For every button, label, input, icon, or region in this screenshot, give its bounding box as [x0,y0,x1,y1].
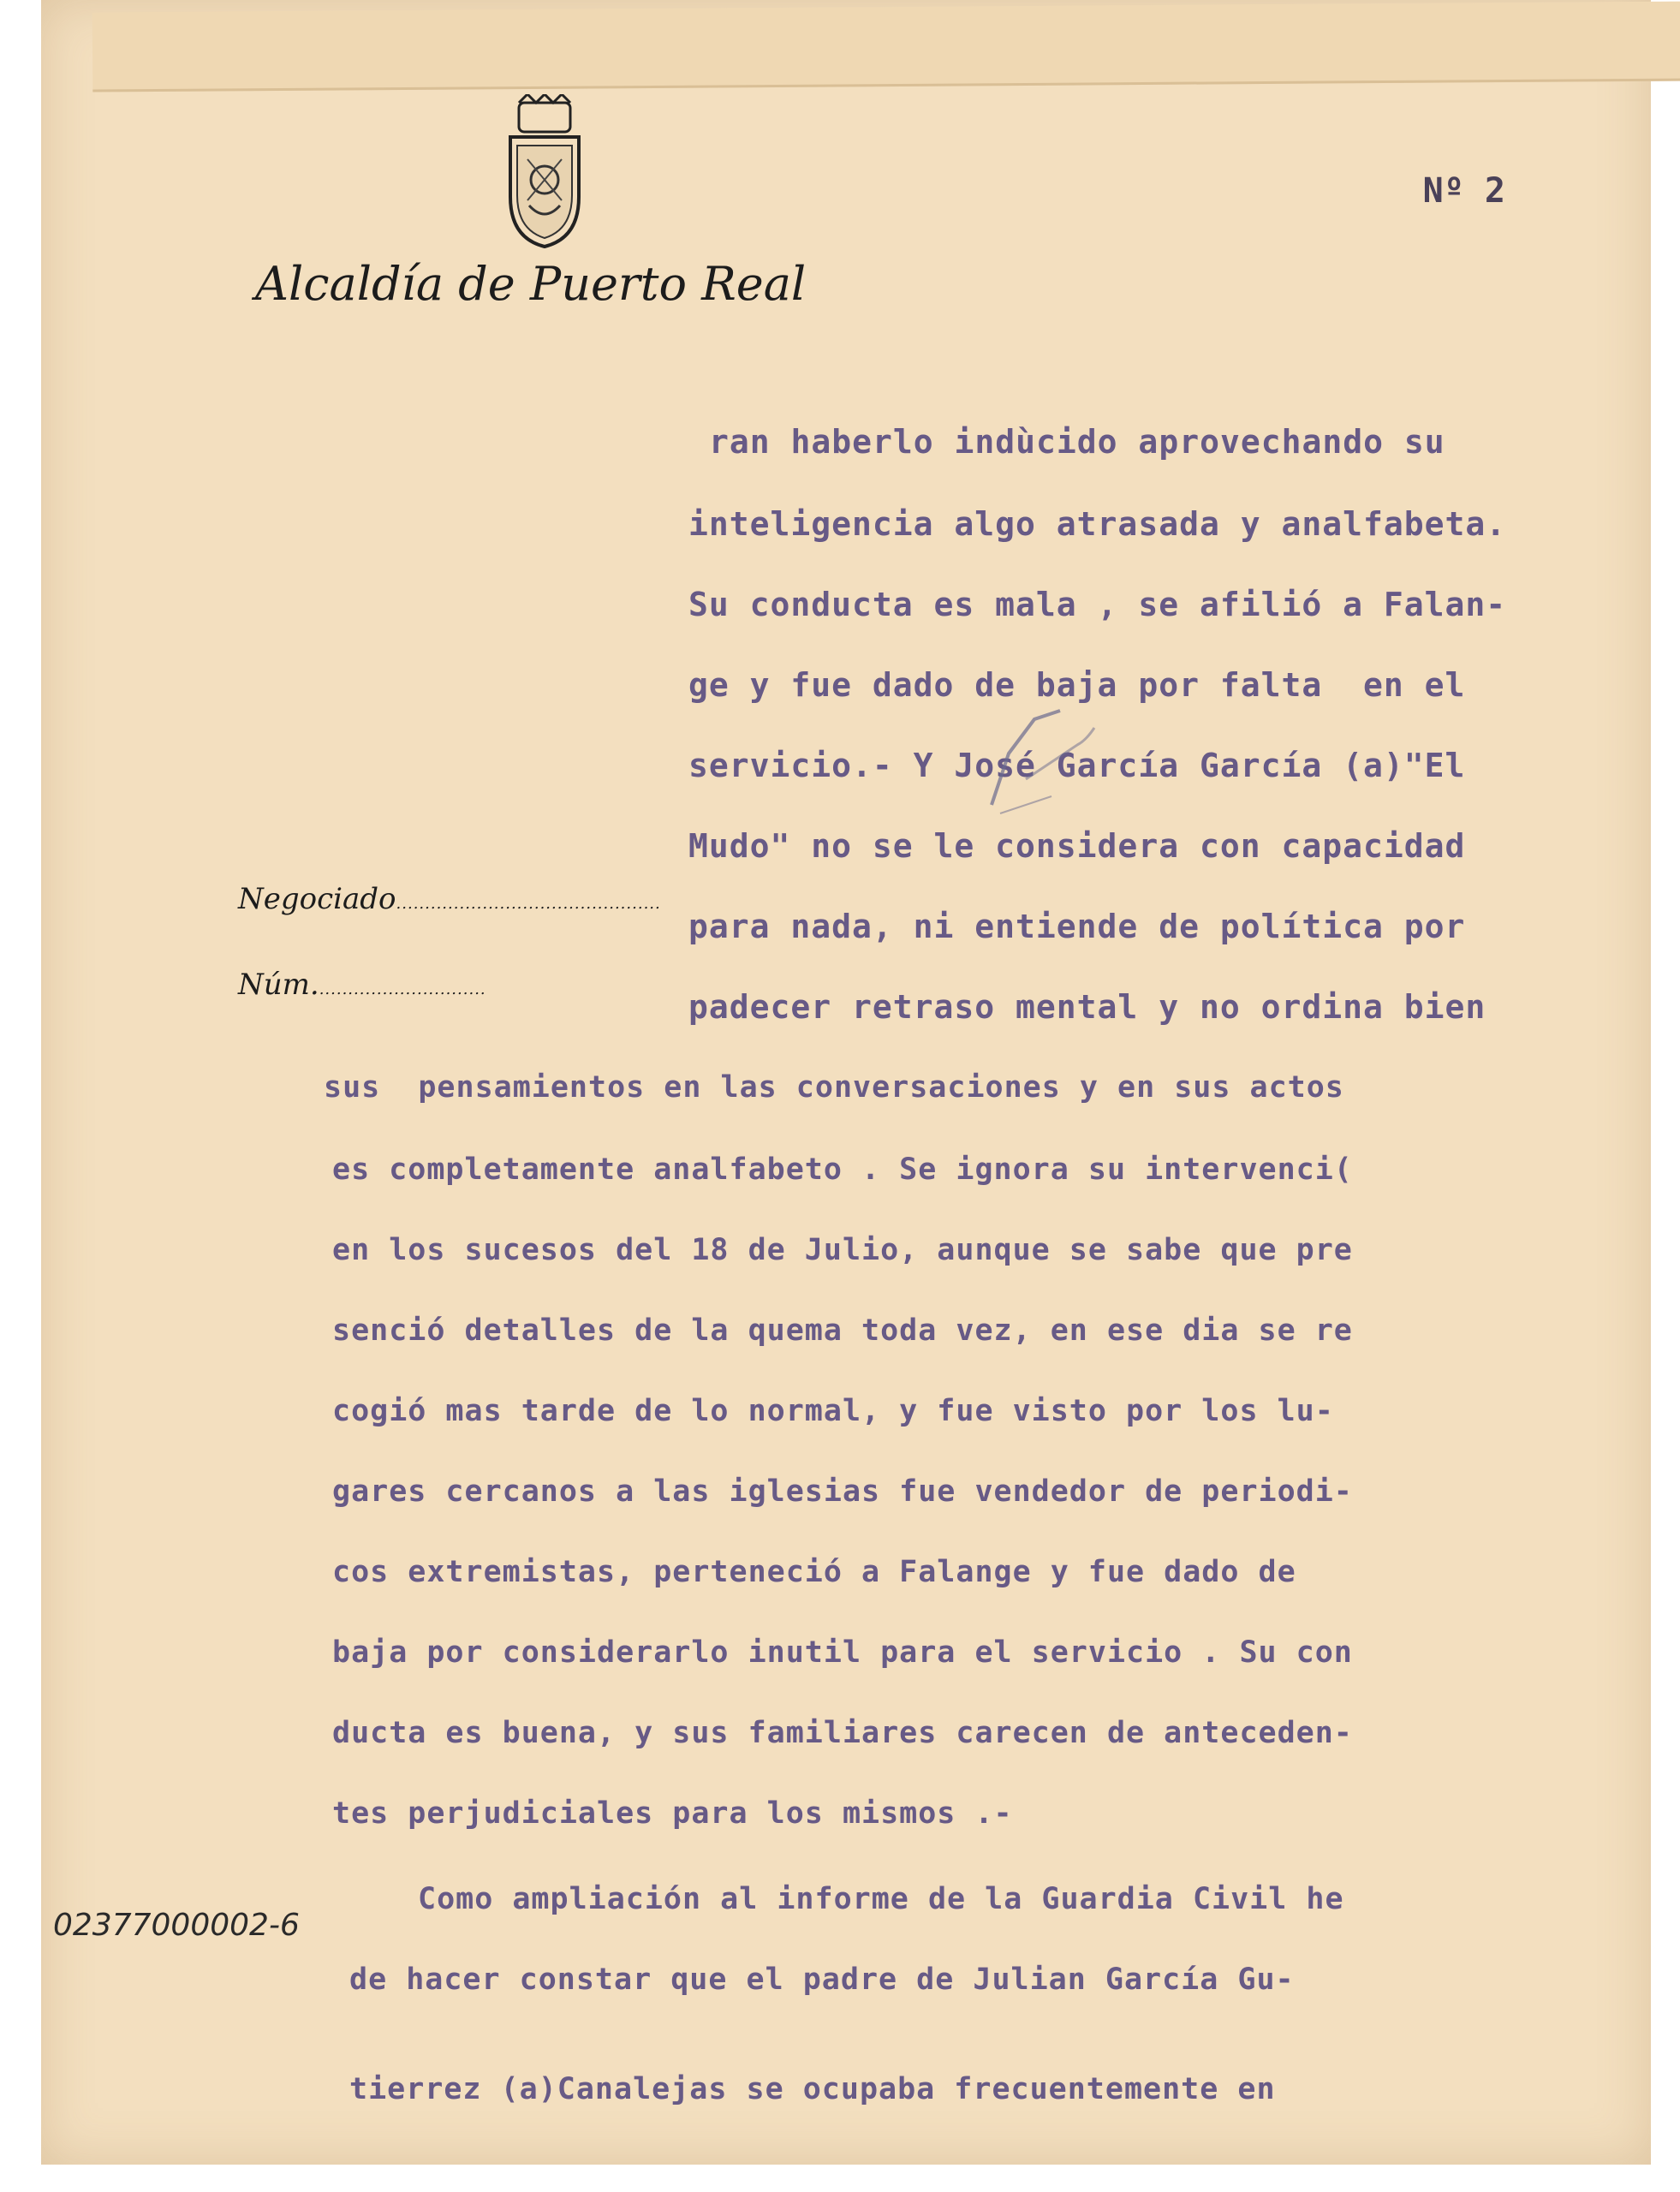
body-line: inteligencia algo atrasada y analfabeta. [688,505,1507,543]
bleed-through-text [144,128,181,199]
body-line: cogió mas tarde de lo normal, y fue visto por los lu- [332,1394,1334,1428]
catalog-number: 02377000002-6 [53,1908,300,1943]
num-field [238,968,486,1002]
body-line: senció detalles de la quema toda vez, en ese dia se re [332,1313,1353,1348]
body-line: cos extremistas, perteneció a Falange y fue dado de [332,1555,1296,1589]
body-line: Mudo" no se le considera con capacidad [688,827,1466,865]
body-line: ducta es buena, y sus familiares carecen de anteceden- [332,1716,1353,1750]
body-line: sus pensamientos en las conversaciones y en sus actos [324,1070,1344,1105]
negociado-dots: .............................................. [396,895,661,913]
num-label: Núm. [238,968,319,1002]
document-page [41,0,1651,2165]
body-line: gares cercanos a las iglesias fue vendedor de periodi- [332,1474,1353,1509]
num-dots: ............................. [319,980,486,998]
body-line: para nada, ni entiende de política por [688,908,1466,945]
body-line: tes perjudiciales para los mismos .- [332,1796,1013,1831]
body-line: Como ampliación al informe de la Guardia Civil he [418,1882,1344,1916]
negociado-label: Negociado [238,882,396,916]
pen-mark [974,702,1103,822]
body-line: de hacer constar que el padre de Julian García Gu- [349,1963,1295,1997]
body-line: padecer retraso mental y no ordina bien [688,988,1486,1026]
letterhead: Alcaldía de Puerto Real [255,257,807,311]
body-line: ge y fue dado de baja por falta en el [688,666,1466,704]
body-line: baja por considerarlo inutil para el servicio . Su con [332,1635,1353,1670]
negociado-field [238,882,661,916]
paper-fold [92,1,1680,92]
body-line: es completamente analfabeto . Se ignora su intervenci( [332,1153,1353,1187]
body-line: en los sucesos del 18 de Julio, aunque se sabe que pre [332,1233,1353,1267]
coat-of-arms-icon [503,94,586,248]
document-number: Nº 2 [1422,171,1505,211]
body-line: servicio.- Y José García García (a)"El [688,747,1466,784]
body-line: ran haberlo indùcido aprovechando su [709,423,1445,461]
body-line: Su conducta es mala , se afilió a Falan- [688,586,1507,623]
body-line: tierrez (a)Canalejas se ocupaba frecuentemente en [349,2072,1276,2106]
